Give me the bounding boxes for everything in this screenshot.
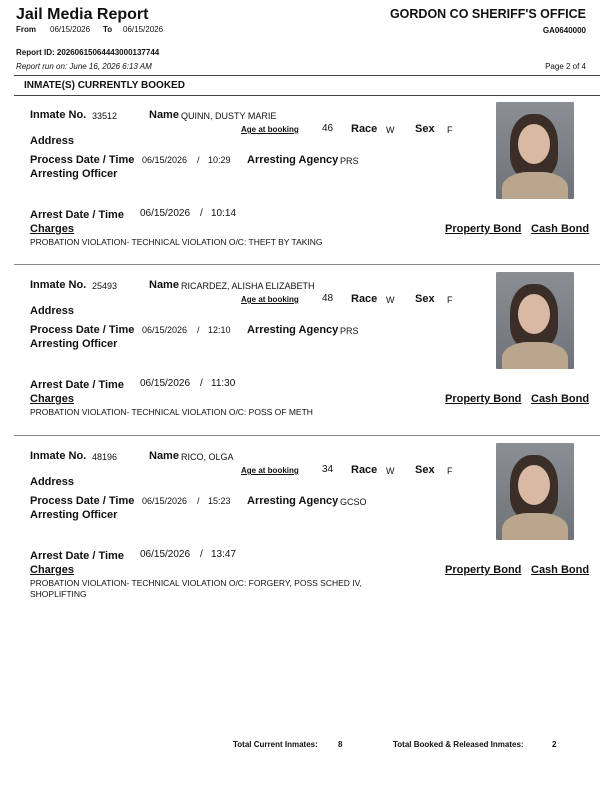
page-number: Page 2 of 4: [545, 62, 586, 71]
process-sep: /: [197, 325, 200, 335]
inmate-record: [0, 270, 616, 440]
arrest-sep: /: [200, 378, 203, 389]
cash-bond-label: Cash Bond: [531, 564, 590, 576]
age-value: 34: [322, 464, 334, 475]
cash-bond-label: Cash Bond: [531, 393, 590, 405]
charges-label: Charges: [30, 223, 75, 235]
sex-label: Sex: [415, 464, 435, 476]
officer-label: Arresting Officer: [30, 509, 118, 521]
name-label: Name: [149, 279, 179, 291]
process-label: Process Date / Time: [30, 154, 135, 166]
race-label: Race: [351, 123, 378, 135]
process-sep: /: [197, 496, 200, 506]
office-name: GORDON CO SHERIFF'S OFFICE: [389, 7, 586, 21]
name-label: Name: [149, 109, 179, 121]
sex-value: F: [447, 125, 453, 135]
arrest-sep: /: [200, 208, 203, 219]
race-label: Race: [351, 464, 378, 476]
record-divider: [14, 435, 600, 436]
inmate-no-label: Inmate No.: [30, 450, 87, 462]
booking-photo: [496, 443, 574, 540]
address-label: Address: [30, 305, 75, 317]
from-label: From: [16, 25, 36, 34]
to-date: 06/15/2026: [123, 25, 164, 34]
agency-label: Arresting Agency: [247, 154, 339, 166]
inmate-record: [0, 441, 616, 611]
total-booked-label: Total Booked & Released Inmates:: [393, 740, 524, 749]
process-label: Process Date / Time: [30, 495, 135, 507]
arrest-time: 11:30: [211, 378, 236, 389]
inmate-name: RICARDEZ, ALISHA ELIZABETH: [181, 281, 315, 291]
inmate-name: QUINN, DUSTY MARIE: [181, 111, 277, 121]
age-label: Age at booking: [241, 295, 299, 304]
inmate-no-label: Inmate No.: [30, 109, 87, 121]
race-value: W: [386, 125, 395, 135]
address-label: Address: [30, 476, 75, 488]
charges-text-continued: SHOPLIFTING: [30, 589, 87, 599]
arrest-date: 06/15/2026: [140, 549, 191, 560]
arrest-label: Arrest Date / Time: [30, 379, 124, 391]
agency-value: PRS: [340, 156, 359, 166]
process-date: 06/15/2026: [142, 155, 188, 165]
process-time: 15:23: [208, 496, 231, 506]
sex-value: F: [447, 466, 453, 476]
total-current-label: Total Current Inmates:: [233, 740, 318, 749]
process-date: 06/15/2026: [142, 325, 188, 335]
process-time: 12:10: [208, 325, 231, 335]
address-label: Address: [30, 135, 75, 147]
booking-photo: [496, 102, 574, 199]
divider: [14, 75, 600, 76]
officer-label: Arresting Officer: [30, 338, 118, 350]
property-bond-label: Property Bond: [445, 223, 522, 235]
agency-value: GCSO: [340, 497, 367, 507]
agency-label: Arresting Agency: [247, 324, 339, 336]
name-label: Name: [149, 450, 179, 462]
divider: [14, 95, 600, 96]
arrest-sep: /: [200, 549, 203, 560]
agency-label: Arresting Agency: [247, 495, 339, 507]
officer-label: Arresting Officer: [30, 168, 118, 180]
from-date: 06/15/2026: [50, 25, 91, 34]
inmate-number: 25493: [92, 281, 118, 291]
charges-label: Charges: [30, 564, 75, 576]
inmate-no-label: Inmate No.: [30, 279, 87, 291]
report-id: Report ID: 20260615064443000137744: [16, 48, 160, 57]
race-value: W: [386, 295, 395, 305]
agency-code: GA0640000: [542, 26, 586, 35]
record-divider: [14, 264, 600, 265]
process-date: 06/15/2026: [142, 496, 188, 506]
charges-text: PROBATION VIOLATION- TECHNICAL VIOLATION O/C: THEFT BY TAKING: [30, 237, 323, 247]
inmate-number: 48196: [92, 452, 118, 462]
agency-value: PRS: [340, 326, 359, 336]
age-value: 46: [322, 123, 334, 134]
arrest-label: Arrest Date / Time: [30, 550, 124, 562]
report-run-on: Report run on: June 16, 2026 6:13 AM: [16, 62, 152, 71]
inmate-name: RICO, OLGA: [181, 452, 234, 462]
property-bond-label: Property Bond: [445, 393, 522, 405]
age-label: Age at booking: [241, 125, 299, 134]
sex-value: F: [447, 295, 453, 305]
inmate-number: 33512: [92, 111, 118, 121]
property-bond-label: Property Bond: [445, 564, 522, 576]
age-label: Age at booking: [241, 466, 299, 475]
process-time: 10:29: [208, 155, 231, 165]
process-label: Process Date / Time: [30, 324, 135, 336]
cash-bond-label: Cash Bond: [531, 223, 590, 235]
sex-label: Sex: [415, 293, 435, 305]
section-title: INMATE(S) CURRENTLY BOOKED: [24, 80, 185, 91]
inmate-record: [0, 100, 616, 270]
booking-photo: [496, 272, 574, 369]
charges-text: PROBATION VIOLATION- TECHNICAL VIOLATION O/C: POSS OF METH: [30, 407, 313, 417]
arrest-time: 10:14: [211, 208, 237, 219]
arrest-label: Arrest Date / Time: [30, 209, 124, 221]
arrest-time: 13:47: [211, 549, 237, 560]
race-label: Race: [351, 293, 378, 305]
process-sep: /: [197, 155, 200, 165]
race-value: W: [386, 466, 395, 476]
to-label: To: [103, 25, 113, 34]
arrest-date: 06/15/2026: [140, 208, 191, 219]
arrest-date: 06/15/2026: [140, 378, 191, 389]
sex-label: Sex: [415, 123, 435, 135]
total-booked-value: 2: [552, 740, 557, 749]
report-title: Jail Media Report: [16, 6, 149, 23]
total-current-value: 8: [338, 740, 343, 749]
charges-label: Charges: [30, 393, 75, 405]
charges-text: PROBATION VIOLATION- TECHNICAL VIOLATION O/C: FORGERY, POSS SCHED IV,: [30, 578, 362, 588]
age-value: 48: [322, 293, 334, 304]
